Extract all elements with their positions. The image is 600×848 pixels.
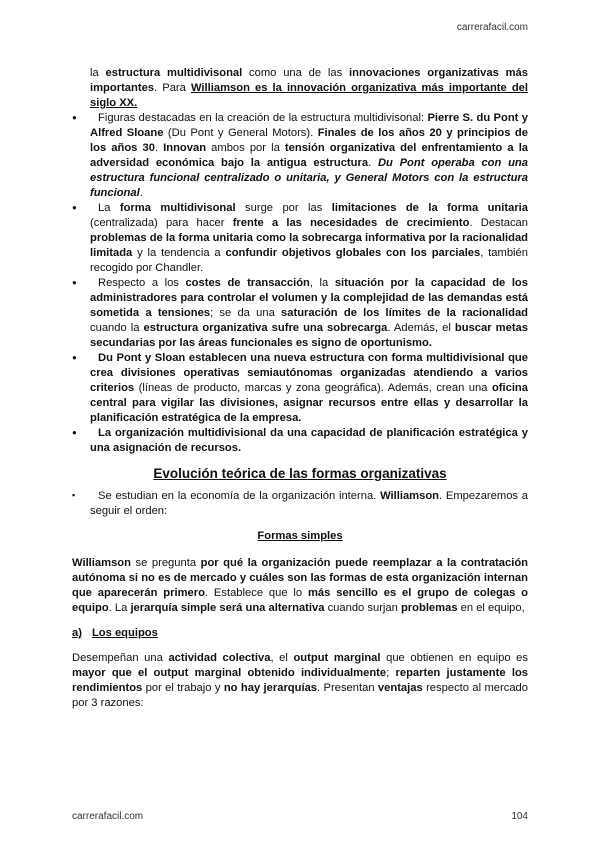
text-run: limitaciones de la forma unitaria (331, 202, 528, 214)
text-run: . Empezaremos a seguir el orden: (90, 490, 528, 517)
text-run: (líneas de producto, marcas y zona geográfica). Además, crean una (134, 382, 492, 394)
bullet-text (90, 112, 528, 199)
text-run: , también recogido por Chandler. (90, 247, 528, 274)
text-run: estructura organizativa sufre una sobrecarga (143, 322, 388, 334)
text-run: . Presentan (317, 682, 378, 694)
bullet-icon (72, 351, 84, 366)
text-run: . Destacan (469, 217, 529, 229)
text-run: tensión organizativa del enfrentamiento a la adversidad económica bajo la antigua estructura (90, 142, 529, 169)
text-run: , la (309, 277, 335, 289)
text-run: Pierre S. du Pont y Alfred Sloane (90, 112, 528, 139)
bullet-paragraph (72, 426, 528, 456)
text-run: y la tendencia a (132, 247, 226, 259)
text-run: . Establece que lo (204, 587, 308, 599)
footer-site: carrerafacil.com (72, 811, 144, 822)
heading-text: Los equipos (91, 627, 158, 639)
text-run: Figuras destacadas en la creación de la estructura multidivisonal: (98, 112, 428, 124)
text-run: ambos por la (206, 142, 285, 154)
text-run: por qué la organización puede reemplazar a la contratación autónoma si no es de mercado y cuáles son las formas de esta organización internan que aparecerán primero (72, 557, 528, 599)
text-run: estructura multidivisonal (105, 67, 243, 79)
text-run: , el (270, 652, 294, 664)
text-run: (centralizada) para hacer (90, 217, 233, 229)
text-run: ; (386, 667, 396, 679)
text-run: . La (108, 602, 131, 614)
text-run: . Para (154, 82, 191, 94)
page-header-site: carrerafacil.com (456, 22, 528, 33)
text-run: jerarquía simple será una alternativa (130, 602, 325, 614)
heading-letter: a) (72, 627, 82, 639)
text-run: buscar metas secundarias por las áreas funcionales es signo de oportunismo. (90, 322, 528, 349)
text-run: que obtienen en equipo es (380, 652, 528, 664)
text-run: (Du Pont y General Motors). (163, 127, 318, 139)
bullet-paragraph (72, 489, 528, 519)
section-title: Evolución teórica de las formas organizativas (153, 466, 447, 481)
bullet-text (90, 352, 528, 424)
text-run: La organización multidivisional da una capacidad de planificación estratégica y una asignación de recursos. (90, 427, 528, 454)
text-run: output marginal (293, 652, 381, 664)
text-run: innovaciones organizativas más importantes (90, 67, 528, 94)
bullet-paragraph (72, 351, 528, 426)
text-run: Desempeñan una (72, 652, 169, 664)
text-run: en el equipo, (457, 602, 525, 614)
text-run: confundir objetivos globales con los parciales (225, 247, 481, 259)
text-run: cuando surjan (324, 602, 401, 614)
text-run: ; se da una (210, 307, 282, 319)
text-run: más sencillo es el grupo de colegas o equipo (72, 587, 529, 614)
text-run: Du Pont y Sloan establecen una nueva estructura con forma multidivisional que crea divisiones operativas semiautónomas organizadas atendiendo a varios criterios (90, 352, 528, 394)
text-run: . (368, 157, 378, 169)
text-run: no hay jerarquías (223, 682, 318, 694)
text-run: . (139, 187, 143, 199)
paragraph-continuation (72, 66, 528, 111)
text-run: la (90, 67, 106, 79)
text-run: por el trabajo y (142, 682, 224, 694)
text-run: Williamson es la innovación organizativa más importante del siglo XX. (90, 82, 528, 109)
text-run: mayor que el output marginal obtenido individualmente (72, 667, 387, 679)
text-run: Se estudian en la economía de la organización interna. (98, 490, 381, 502)
text-run: surge por las (235, 202, 332, 214)
text-run: . Además, el (387, 322, 455, 334)
text-run: Williamson (72, 557, 131, 569)
page-number: 104 (511, 811, 528, 822)
text-run: Du Pont operaba con una estructura funcional centralizado o unitaria, y General Motors con la estructura funcional (90, 157, 528, 199)
text-run: forma multidivisonal (119, 202, 236, 214)
bullet-paragraph (72, 276, 528, 351)
text-run: se pregunta (130, 557, 201, 569)
text-run: ventajas (377, 682, 423, 694)
text-run: problemas (400, 602, 458, 614)
bullet-icon (72, 111, 84, 126)
text-run: problemas de la forma unitaria como la sobrecarga informativa por la racionalidad limitada (90, 232, 528, 259)
page-footer (72, 811, 528, 822)
text-run: frente a las necesidades de crecimiento (232, 217, 470, 229)
text-run: Finales de los años 20 y principios de los años 30 (90, 127, 528, 154)
text-run: . (154, 142, 164, 154)
text-run: Respecto a los (98, 277, 186, 289)
bullet-icon (72, 201, 84, 216)
text-run: saturación de los límites de la racionalidad (281, 307, 529, 319)
paragraph (72, 651, 528, 711)
bullet-paragraph (72, 201, 528, 276)
square-bullet-icon (72, 489, 84, 504)
bullet-text (90, 490, 528, 517)
bullet-icon (72, 276, 84, 291)
text-run: Innovan (163, 142, 207, 154)
subsection-title: Formas simples (257, 530, 343, 542)
paragraph (72, 556, 528, 616)
text-run: Williamson (380, 490, 440, 502)
text-run: oficina central para vigilar las divisiones, asignar recursos entre ellas y desarrollar la planificación estratégica de la empresa. (90, 382, 528, 424)
document-body (72, 66, 528, 711)
bullet-text (90, 202, 528, 274)
bullet-paragraph (72, 111, 528, 201)
subsection-heading (72, 626, 528, 641)
text-run: situación por la capacidad de los administradores para controlar el volumen y la complejidad de las demandas está sometida a tensiones (90, 277, 528, 319)
bullet-text (90, 427, 528, 454)
text-run: costes de transacción (185, 277, 310, 289)
text-run: como una de las (242, 67, 350, 79)
text-run: reparten justamente los rendimientos (72, 667, 528, 694)
text-run: La (98, 202, 120, 214)
text-run: cuando la (90, 322, 144, 334)
text-run: actividad colectiva (168, 652, 271, 664)
bullet-text (90, 277, 528, 349)
bullet-icon (72, 426, 84, 441)
text-run: respecto al mercado por 3 razones: (72, 682, 528, 709)
